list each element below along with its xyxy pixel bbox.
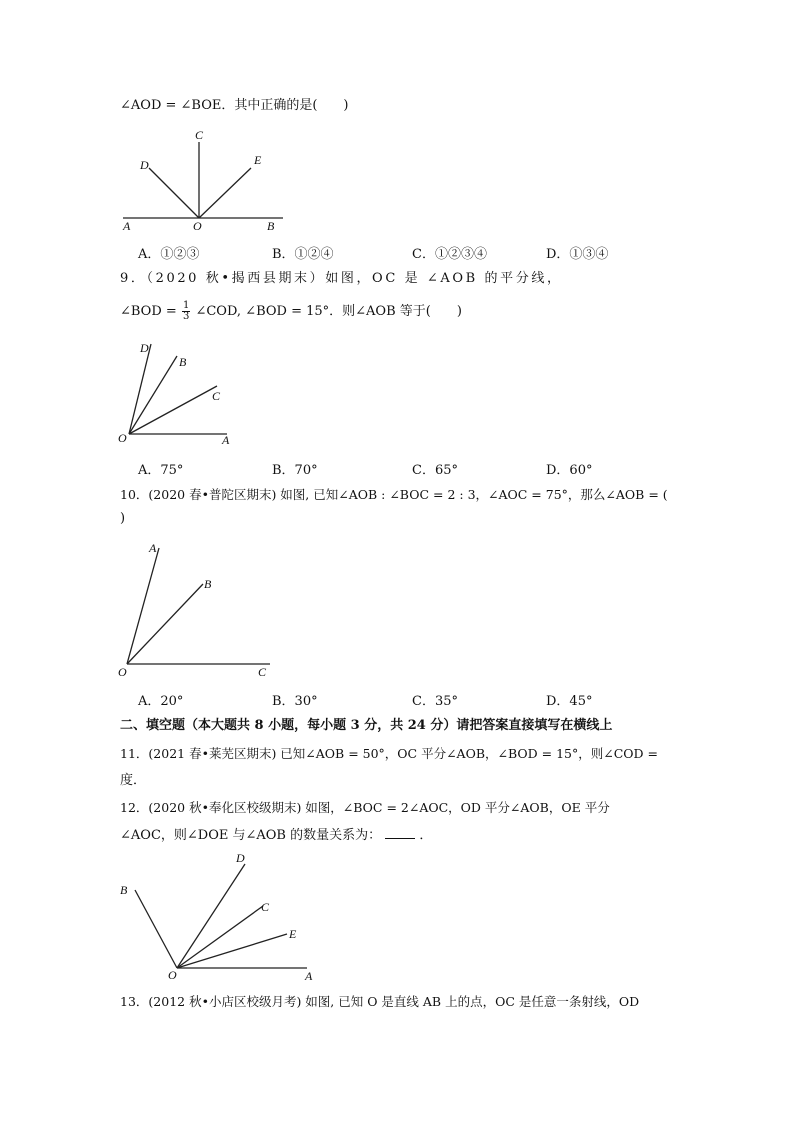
q9-ray-od (129, 344, 151, 434)
q12-label-o: O (168, 968, 177, 982)
q8-label-o: O (193, 219, 202, 233)
q12-stem-line2 (120, 826, 432, 845)
q12-label-e: E (289, 927, 297, 941)
q12-figure (115, 848, 320, 984)
q12-line2-post: ． (419, 828, 433, 843)
q10-stem-line2: ) (120, 511, 126, 526)
q9-label-a: A (222, 433, 230, 447)
q10-label-o: O (118, 665, 127, 679)
q13-stem-line1: 13．(2012 秋•小店区校级月考) 如图, 已知 O 是直线 AB 上的点，OC 是任意一条射线，OD (120, 994, 640, 1009)
q9-option-d[interactable]: D．60° (546, 463, 593, 478)
q8-option-a[interactable]: A．①②③ (138, 247, 200, 262)
q8-figure (115, 122, 290, 234)
q9-figure (115, 338, 245, 448)
q8-stem-tail: ∠AOD = ∠BOE．其中正确的是( ) (120, 98, 349, 113)
q8-label-d: D (140, 158, 149, 172)
q9-fraction (182, 301, 190, 322)
q12-label-d: D (236, 851, 245, 865)
q9-label-d: D (140, 341, 149, 355)
q9-ray-ob (129, 356, 177, 434)
q8-ray-od (149, 168, 199, 218)
q10-label-b: B (204, 577, 212, 591)
q12-answer-blank[interactable] (385, 826, 415, 839)
q12-label-c: C (261, 900, 270, 914)
q10-option-d[interactable]: D．45° (546, 694, 593, 709)
q12-stem-line1: 12．(2020 秋•奉化区校级期末) 如图，∠BOC = 2∠AOC，OD 平分∠AOB，OE 平分 (120, 800, 610, 815)
q12-ray-oc (177, 906, 263, 968)
q9-frac-den: 3 (182, 311, 190, 322)
q8-option-b[interactable]: B．①②④ (272, 247, 334, 262)
q9-label-b: B (179, 355, 187, 369)
q11-stem-line2: 度． (120, 773, 147, 788)
q12-label-b: B (120, 883, 128, 897)
q9-label-c: C (212, 389, 221, 403)
q8-ray-oe (199, 168, 251, 218)
q8-label-c: C (195, 128, 204, 142)
q11-stem-line1: 11．(2021 春•莱芜区期末) 已知∠AOB = 50°，OC 平分∠AOB，∠BOD = 15°，则∠COD = (120, 746, 659, 761)
q9-option-c[interactable]: C．65° (412, 463, 458, 478)
q9-ray-oc (129, 386, 217, 434)
q10-option-c[interactable]: C．35° (412, 694, 458, 709)
q10-option-a[interactable]: A．20° (138, 694, 184, 709)
q12-ray-ob (135, 890, 177, 968)
q12-line2-pre: ∠AOC，则∠DOE 与∠AOB 的数量关系为： (120, 828, 382, 843)
q10-label-c: C (258, 665, 267, 679)
q9-stem-line1: 9．（2020 秋•揭西县期末）如图，OC 是 ∠AOB 的平分线， (120, 271, 563, 286)
q9-label-o: O (118, 431, 127, 445)
q10-stem-line1: 10．(2020 春•普陀区期末) 如图, 已知∠AOB : ∠BOC = 2 : 3，∠AOC = 75°，那么∠AOB = ( (120, 487, 668, 502)
q8-label-a: A (123, 219, 131, 233)
q9-option-b[interactable]: B．70° (272, 463, 318, 478)
q9-line2-pre: ∠BOD = (120, 304, 177, 319)
q12-ray-oe (177, 934, 287, 968)
q9-frac-num: 1 (182, 300, 190, 311)
q8-label-e: E (254, 153, 262, 167)
q10-option-b[interactable]: B．30° (272, 694, 318, 709)
q9-stem-line2 (120, 301, 462, 322)
q8-option-c[interactable]: C．①②③④ (412, 247, 487, 262)
q12-label-a: A (305, 969, 313, 983)
q12-ray-od (177, 864, 245, 968)
q10-label-a: A (149, 541, 157, 555)
q9-line2-post: ∠COD, ∠BOD = 15°．则∠AOB 等于( ) (195, 304, 462, 319)
q8-label-b: B (267, 219, 275, 233)
q8-option-d[interactable]: D．①③④ (546, 247, 609, 262)
q9-option-a[interactable]: A．75° (138, 463, 184, 478)
section2-title: 二、填空题（本大题共 8 小题，每小题 3 分，共 24 分）请把答案直接填写在横线上 (120, 718, 613, 733)
q10-figure (115, 538, 280, 680)
